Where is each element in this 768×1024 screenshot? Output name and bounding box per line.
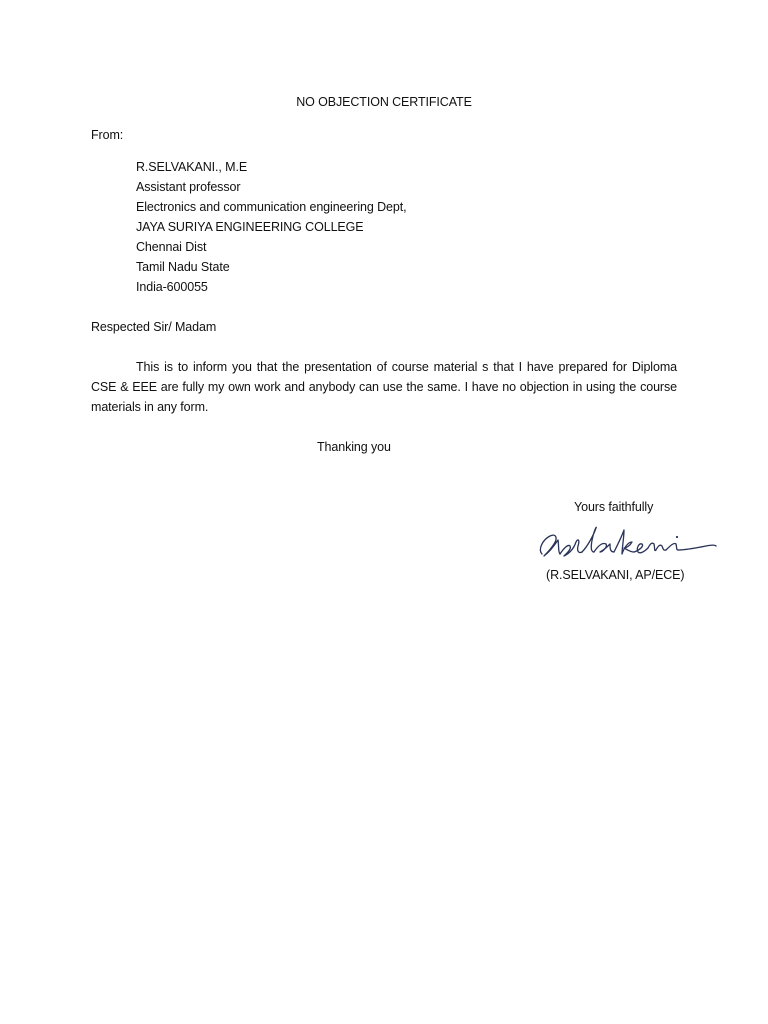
handwritten-signature — [536, 520, 718, 564]
sender-name: R.SELVAKANI., M.E — [136, 160, 248, 174]
sender-state: Tamil Nadu State — [136, 260, 230, 274]
sender-district: Chennai Dist — [136, 240, 207, 254]
sender-department: Electronics and communication engineering Dept, — [136, 200, 407, 214]
sender-country-pin: India-600055 — [136, 280, 208, 294]
from-label: From: — [91, 128, 124, 142]
signatory-name: (R.SELVAKANI, AP/ECE) — [546, 568, 685, 582]
sender-designation: Assistant professor — [136, 180, 241, 194]
document-title: NO OBJECTION CERTIFICATE — [296, 95, 472, 109]
body-paragraph: This is to inform you that the presentation of course material s that I have prepared for Diploma CSE & EEE are fully my own work and anybody can use the same. I have no objection in using the course materials in any form. — [91, 360, 677, 414]
sender-college: JAYA SURIYA ENGINEERING COLLEGE — [136, 220, 364, 234]
thanks-text: Thanking you — [317, 440, 391, 454]
salutation: Respected Sir/ Madam — [91, 320, 217, 334]
closing-text: Yours faithfully — [574, 500, 654, 514]
